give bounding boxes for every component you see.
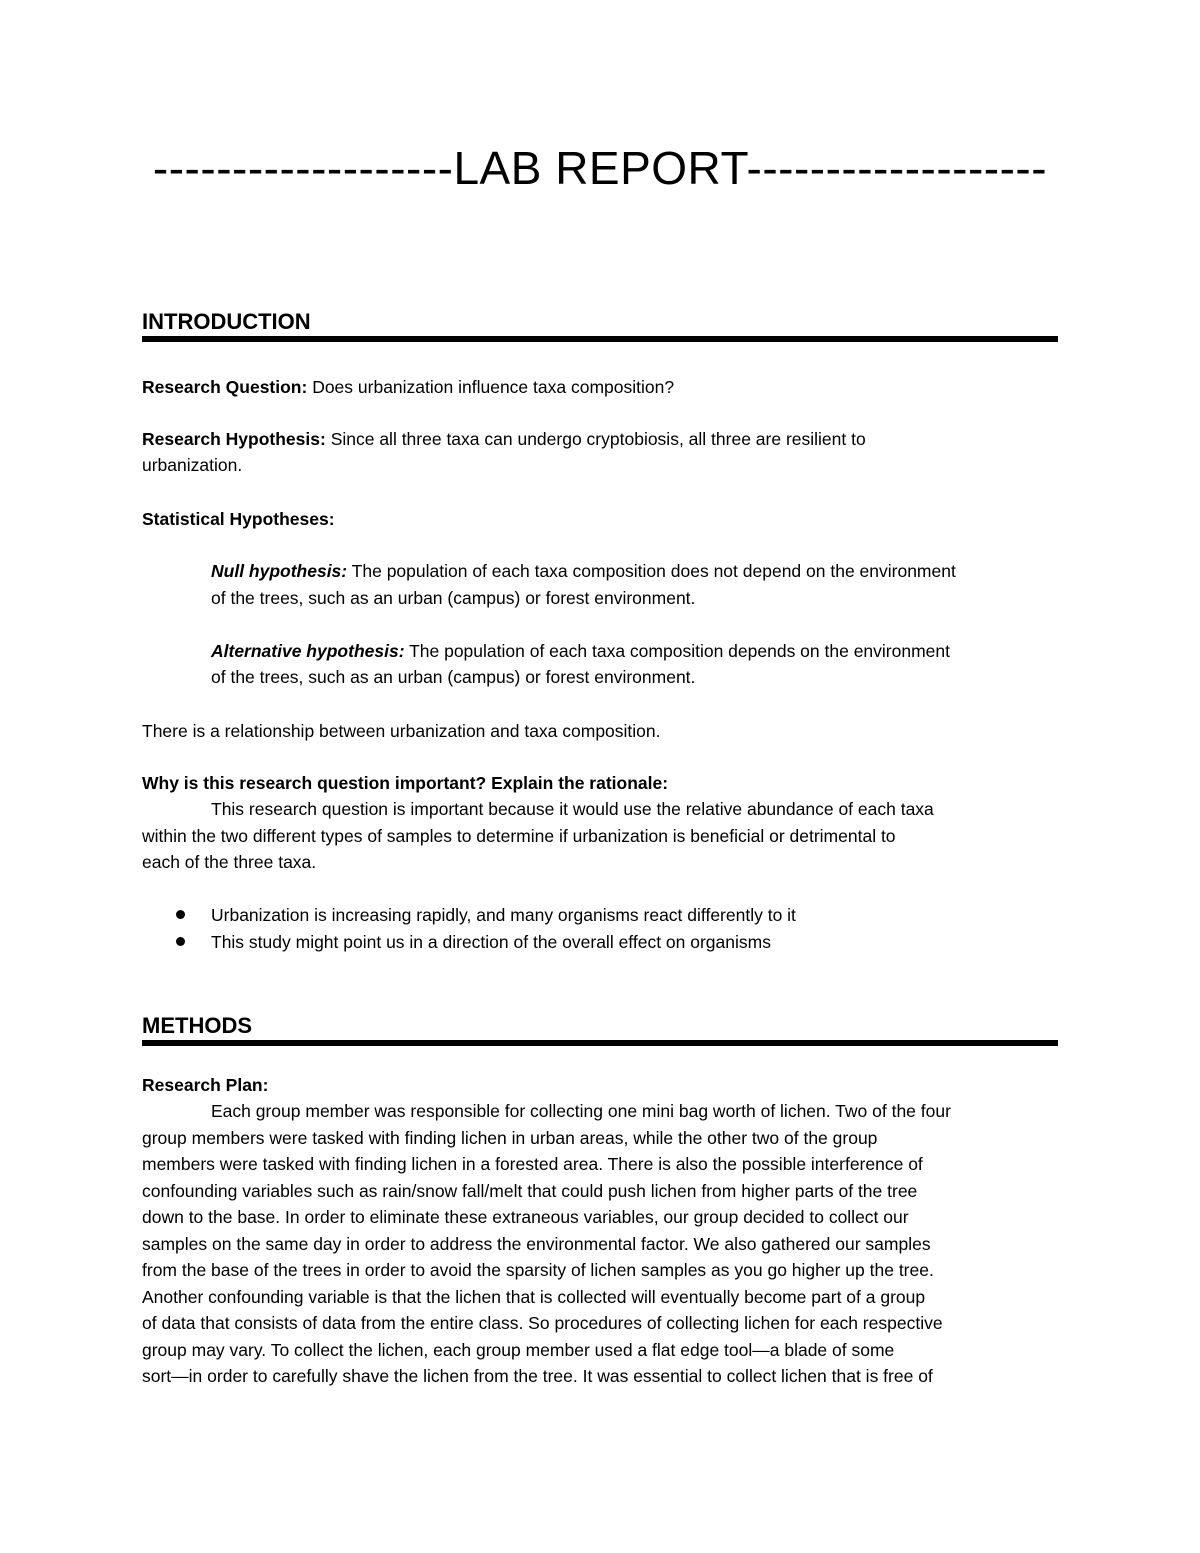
methods-heading: METHODS — [142, 1013, 252, 1038]
research-question-label: Research Question: — [142, 377, 308, 397]
rationale-line: This research question is important because it would use the relative abundance of each taxa — [211, 799, 934, 819]
null-hypothesis-cont: of the trees, such as an urban (campus) or forest environment. — [211, 588, 696, 608]
list-item: This study might point us in a direction of the overall effect on organisms — [211, 932, 771, 952]
plan-line: Another confounding variable is that the lichen that is collected will eventually become part of a group — [142, 1287, 926, 1307]
alternative-hypothesis-label: Alternative hypothesis: — [211, 641, 405, 661]
plan-line: down to the base. In order to eliminate these extraneous variables, our group decided to collect our — [142, 1207, 909, 1227]
bullet-icon — [176, 937, 185, 946]
research-hypothesis — [142, 426, 866, 452]
rationale-label: Why is this research question important? Explain the rationale: — [142, 773, 669, 793]
section-rule — [142, 336, 1058, 342]
plan-line: Each group member was responsible for collecting one mini bag worth of lichen. Two of the four — [211, 1101, 951, 1121]
plan-line: members were tasked with finding lichen in a forested area. There is also the possible interference of — [142, 1154, 923, 1174]
research-question-text: Does urbanization influence taxa composition? — [307, 377, 675, 397]
null-hypothesis-label: Null hypothesis: — [211, 561, 348, 581]
introduction-heading: INTRODUCTION — [142, 309, 311, 334]
section-rule — [142, 1040, 1058, 1046]
plan-line: from the base of the trees in order to avoid the sparsity of lichen samples as you go higher up the tree. — [142, 1260, 934, 1280]
plan-line: of data that consists of data from the entire class. So procedures of collecting lichen for each respective — [142, 1313, 943, 1333]
research-hypothesis-label: Research Hypothesis: — [142, 429, 326, 449]
rationale-line: each of the three taxa. — [142, 852, 317, 872]
research-hypothesis-cont: urbanization. — [142, 455, 243, 475]
plan-line: group members were tasked with finding lichen in urban areas, while the other two of the group — [142, 1128, 878, 1148]
research-question — [142, 374, 674, 400]
alternative-hypothesis-cont: of the trees, such as an urban (campus) or forest environment. — [211, 667, 696, 687]
statistical-label-text: Statistical Hypotheses: — [142, 509, 335, 529]
research-plan-label: Research Plan: — [142, 1075, 269, 1095]
report-title: -------------------LAB REPORT------------------- — [152, 142, 1048, 194]
statistical-hypotheses-label — [142, 506, 335, 532]
null-hypothesis — [211, 558, 956, 584]
list-item: Urbanization is increasing rapidly, and many organisms react differently to it — [211, 905, 796, 925]
research-plan-heading — [142, 1072, 268, 1098]
relationship-statement: There is a relationship between urbanization and taxa composition. — [142, 721, 661, 741]
plan-line: group may vary. To collect the lichen, each group member used a flat edge tool—a blade of some — [142, 1340, 895, 1360]
plan-line: sort—in order to carefully shave the lichen from the tree. It was essential to collect lichen that is free of — [142, 1366, 933, 1386]
alternative-hypothesis-text: The population of each taxa composition depends on the environment — [404, 641, 950, 661]
null-hypothesis-text: The population of each taxa composition does not depend on the environment — [347, 561, 956, 581]
plan-line: samples on the same day in order to address the environmental factor. We also gathered our samples — [142, 1234, 931, 1254]
rationale-heading — [142, 770, 668, 796]
alternative-hypothesis — [211, 638, 950, 664]
rationale-line: within the two different types of samples to determine if urbanization is beneficial or detrimental to — [142, 826, 896, 846]
bullet-icon — [176, 910, 185, 919]
plan-line: confounding variables such as rain/snow fall/melt that could push lichen from higher parts of the tree — [142, 1181, 918, 1201]
research-hypothesis-text: Since all three taxa can undergo cryptobiosis, all three are resilient to — [325, 429, 866, 449]
